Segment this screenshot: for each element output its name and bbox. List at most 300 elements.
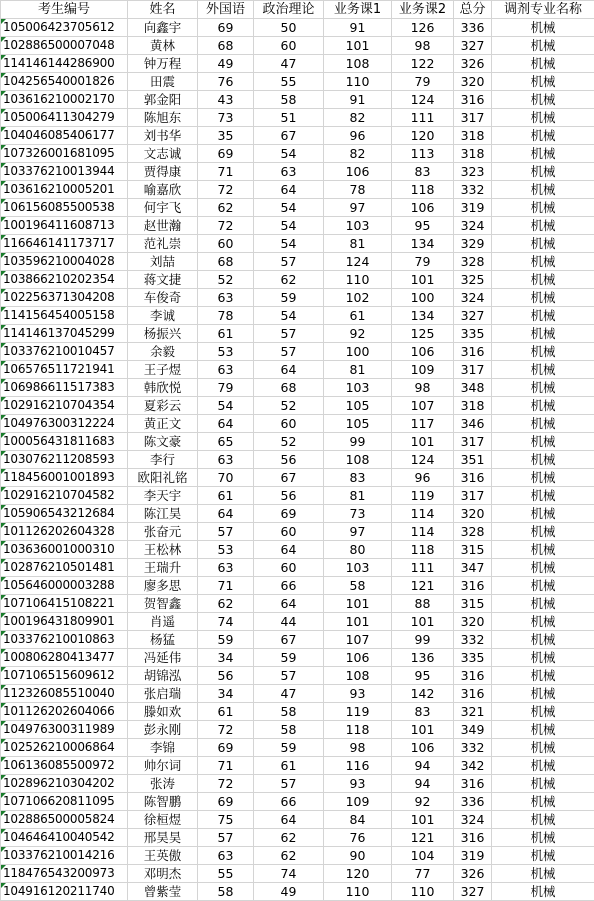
cell-candidate-id[interactable]: 104916120211740 [1, 883, 128, 901]
cell-total[interactable]: 327 [454, 37, 492, 55]
cell-subject-2[interactable]: 98 [392, 379, 454, 397]
cell-foreign-language[interactable]: 63 [198, 361, 254, 379]
cell-name[interactable]: 贺智鑫 [128, 595, 198, 613]
cell-transfer-major[interactable]: 机械 [492, 163, 594, 181]
cell-politics[interactable]: 54 [254, 217, 324, 235]
cell-subject-1[interactable]: 80 [324, 541, 392, 559]
cell-name[interactable]: 李锦 [128, 739, 198, 757]
cell-total[interactable]: 351 [454, 451, 492, 469]
cell-subject-1[interactable]: 101 [324, 613, 392, 631]
cell-politics[interactable]: 69 [254, 505, 324, 523]
cell-politics[interactable]: 62 [254, 271, 324, 289]
cell-subject-2[interactable]: 125 [392, 325, 454, 343]
cell-total[interactable]: 335 [454, 325, 492, 343]
cell-total[interactable]: 329 [454, 235, 492, 253]
cell-foreign-language[interactable]: 58 [198, 883, 254, 901]
cell-transfer-major[interactable]: 机械 [492, 37, 594, 55]
header-name[interactable]: 姓名 [128, 1, 198, 19]
cell-subject-1[interactable]: 81 [324, 235, 392, 253]
cell-total[interactable]: 320 [454, 73, 492, 91]
cell-subject-2[interactable]: 77 [392, 865, 454, 883]
cell-name[interactable]: 邢昊昊 [128, 829, 198, 847]
cell-total[interactable]: 346 [454, 415, 492, 433]
cell-foreign-language[interactable]: 56 [198, 667, 254, 685]
cell-name[interactable]: 李行 [128, 451, 198, 469]
cell-candidate-id[interactable]: 103596210004028 [1, 253, 128, 271]
cell-politics[interactable]: 47 [254, 685, 324, 703]
cell-candidate-id[interactable]: 100806280413477 [1, 649, 128, 667]
cell-transfer-major[interactable]: 机械 [492, 415, 594, 433]
cell-subject-2[interactable]: 95 [392, 217, 454, 235]
cell-name[interactable]: 文志诚 [128, 145, 198, 163]
cell-total[interactable]: 321 [454, 703, 492, 721]
cell-subject-1[interactable]: 110 [324, 271, 392, 289]
cell-politics[interactable]: 55 [254, 73, 324, 91]
cell-subject-1[interactable]: 100 [324, 343, 392, 361]
cell-candidate-id[interactable]: 107106620811095 [1, 793, 128, 811]
cell-name[interactable]: 徐桓煜 [128, 811, 198, 829]
cell-politics[interactable]: 52 [254, 433, 324, 451]
cell-politics[interactable]: 62 [254, 829, 324, 847]
cell-name[interactable]: 田震 [128, 73, 198, 91]
cell-name[interactable]: 赵世瀚 [128, 217, 198, 235]
cell-candidate-id[interactable]: 102896210304202 [1, 775, 128, 793]
cell-foreign-language[interactable]: 72 [198, 181, 254, 199]
cell-candidate-id[interactable]: 104976300312224 [1, 415, 128, 433]
cell-name[interactable]: 彭永刚 [128, 721, 198, 739]
cell-subject-1[interactable]: 61 [324, 307, 392, 325]
cell-candidate-id[interactable]: 102256371304208 [1, 289, 128, 307]
cell-subject-2[interactable]: 119 [392, 487, 454, 505]
cell-transfer-major[interactable]: 机械 [492, 433, 594, 451]
cell-transfer-major[interactable]: 机械 [492, 757, 594, 775]
cell-subject-2[interactable]: 118 [392, 541, 454, 559]
header-transfer-major[interactable]: 调剂专业名称 [492, 1, 594, 19]
cell-total[interactable]: 317 [454, 109, 492, 127]
cell-politics[interactable]: 59 [254, 739, 324, 757]
cell-politics[interactable]: 54 [254, 199, 324, 217]
cell-candidate-id[interactable]: 103076211208593 [1, 451, 128, 469]
cell-politics[interactable]: 57 [254, 253, 324, 271]
cell-total[interactable]: 320 [454, 613, 492, 631]
cell-transfer-major[interactable]: 机械 [492, 811, 594, 829]
cell-subject-2[interactable]: 79 [392, 73, 454, 91]
cell-subject-2[interactable]: 142 [392, 685, 454, 703]
cell-name[interactable]: 陈江昊 [128, 505, 198, 523]
cell-subject-2[interactable]: 121 [392, 829, 454, 847]
cell-candidate-id[interactable]: 107326001681095 [1, 145, 128, 163]
cell-transfer-major[interactable]: 机械 [492, 505, 594, 523]
cell-name[interactable]: 杨振兴 [128, 325, 198, 343]
cell-total[interactable]: 336 [454, 19, 492, 37]
cell-transfer-major[interactable]: 机械 [492, 127, 594, 145]
cell-transfer-major[interactable]: 机械 [492, 451, 594, 469]
cell-foreign-language[interactable]: 68 [198, 253, 254, 271]
cell-total[interactable]: 318 [454, 397, 492, 415]
cell-subject-2[interactable]: 120 [392, 127, 454, 145]
header-foreign-language[interactable]: 外国语 [198, 1, 254, 19]
cell-name[interactable]: 钟万程 [128, 55, 198, 73]
cell-subject-1[interactable]: 101 [324, 595, 392, 613]
cell-transfer-major[interactable]: 机械 [492, 847, 594, 865]
cell-subject-1[interactable]: 81 [324, 487, 392, 505]
cell-politics[interactable]: 57 [254, 775, 324, 793]
cell-total[interactable]: 328 [454, 523, 492, 541]
cell-transfer-major[interactable]: 机械 [492, 883, 594, 901]
cell-name[interactable]: 曾紫莹 [128, 883, 198, 901]
cell-subject-1[interactable]: 103 [324, 379, 392, 397]
cell-foreign-language[interactable]: 57 [198, 829, 254, 847]
cell-total[interactable]: 332 [454, 631, 492, 649]
cell-subject-1[interactable]: 108 [324, 667, 392, 685]
cell-candidate-id[interactable]: 102526210006864 [1, 739, 128, 757]
cell-transfer-major[interactable]: 机械 [492, 721, 594, 739]
cell-candidate-id[interactable]: 106136085500972 [1, 757, 128, 775]
cell-name[interactable]: 喻嘉欣 [128, 181, 198, 199]
cell-candidate-id[interactable]: 103616210002170 [1, 91, 128, 109]
cell-total[interactable]: 316 [454, 829, 492, 847]
cell-politics[interactable]: 62 [254, 847, 324, 865]
cell-politics[interactable]: 52 [254, 397, 324, 415]
cell-foreign-language[interactable]: 78 [198, 307, 254, 325]
cell-transfer-major[interactable]: 机械 [492, 541, 594, 559]
cell-foreign-language[interactable]: 49 [198, 55, 254, 73]
cell-subject-1[interactable]: 82 [324, 109, 392, 127]
cell-subject-2[interactable]: 111 [392, 109, 454, 127]
cell-total[interactable]: 335 [454, 649, 492, 667]
cell-total[interactable]: 316 [454, 577, 492, 595]
cell-candidate-id[interactable]: 105006423705612 [1, 19, 128, 37]
cell-candidate-id[interactable]: 103866210202354 [1, 271, 128, 289]
cell-foreign-language[interactable]: 60 [198, 235, 254, 253]
cell-foreign-language[interactable]: 55 [198, 865, 254, 883]
cell-candidate-id[interactable]: 102886500007048 [1, 37, 128, 55]
cell-subject-1[interactable]: 82 [324, 145, 392, 163]
cell-politics[interactable]: 64 [254, 181, 324, 199]
cell-politics[interactable]: 63 [254, 163, 324, 181]
cell-foreign-language[interactable]: 53 [198, 343, 254, 361]
cell-total[interactable]: 316 [454, 343, 492, 361]
cell-subject-2[interactable]: 101 [392, 811, 454, 829]
cell-candidate-id[interactable]: 100196431809901 [1, 613, 128, 631]
cell-candidate-id[interactable]: 104646410040542 [1, 829, 128, 847]
cell-total[interactable]: 325 [454, 271, 492, 289]
cell-name[interactable]: 张奋元 [128, 523, 198, 541]
cell-total[interactable]: 342 [454, 757, 492, 775]
cell-subject-2[interactable]: 101 [392, 613, 454, 631]
cell-transfer-major[interactable]: 机械 [492, 739, 594, 757]
cell-candidate-id[interactable]: 116646141173717 [1, 235, 128, 253]
cell-subject-2[interactable]: 121 [392, 577, 454, 595]
cell-transfer-major[interactable]: 机械 [492, 145, 594, 163]
cell-transfer-major[interactable]: 机械 [492, 487, 594, 505]
cell-politics[interactable]: 64 [254, 811, 324, 829]
cell-total[interactable]: 317 [454, 433, 492, 451]
cell-transfer-major[interactable]: 机械 [492, 469, 594, 487]
cell-subject-2[interactable]: 79 [392, 253, 454, 271]
cell-name[interactable]: 李天宇 [128, 487, 198, 505]
cell-foreign-language[interactable]: 63 [198, 289, 254, 307]
cell-foreign-language[interactable]: 69 [198, 145, 254, 163]
cell-subject-1[interactable]: 58 [324, 577, 392, 595]
cell-total[interactable]: 328 [454, 253, 492, 271]
cell-subject-1[interactable]: 101 [324, 37, 392, 55]
cell-name[interactable]: 刘喆 [128, 253, 198, 271]
cell-transfer-major[interactable]: 机械 [492, 649, 594, 667]
cell-foreign-language[interactable]: 34 [198, 685, 254, 703]
cell-transfer-major[interactable]: 机械 [492, 523, 594, 541]
cell-subject-1[interactable]: 107 [324, 631, 392, 649]
cell-transfer-major[interactable]: 机械 [492, 865, 594, 883]
cell-total[interactable]: 336 [454, 793, 492, 811]
cell-subject-1[interactable]: 102 [324, 289, 392, 307]
cell-candidate-id[interactable]: 107106415108221 [1, 595, 128, 613]
cell-name[interactable]: 冯延伟 [128, 649, 198, 667]
cell-name[interactable]: 王英傲 [128, 847, 198, 865]
cell-name[interactable]: 邓明杰 [128, 865, 198, 883]
cell-total[interactable]: 324 [454, 217, 492, 235]
cell-subject-2[interactable]: 109 [392, 361, 454, 379]
cell-politics[interactable]: 58 [254, 721, 324, 739]
cell-transfer-major[interactable]: 机械 [492, 361, 594, 379]
cell-subject-1[interactable]: 83 [324, 469, 392, 487]
cell-subject-2[interactable]: 136 [392, 649, 454, 667]
cell-subject-2[interactable]: 118 [392, 181, 454, 199]
header-politics[interactable]: 政治理论 [254, 1, 324, 19]
cell-candidate-id[interactable]: 103376210014216 [1, 847, 128, 865]
cell-politics[interactable]: 51 [254, 109, 324, 127]
cell-transfer-major[interactable]: 机械 [492, 235, 594, 253]
cell-subject-2[interactable]: 100 [392, 289, 454, 307]
cell-transfer-major[interactable]: 机械 [492, 55, 594, 73]
cell-transfer-major[interactable]: 机械 [492, 181, 594, 199]
cell-transfer-major[interactable]: 机械 [492, 199, 594, 217]
cell-foreign-language[interactable]: 65 [198, 433, 254, 451]
cell-total[interactable]: 316 [454, 775, 492, 793]
cell-foreign-language[interactable]: 35 [198, 127, 254, 145]
cell-name[interactable]: 王子煜 [128, 361, 198, 379]
cell-subject-1[interactable]: 93 [324, 775, 392, 793]
cell-total[interactable]: 315 [454, 541, 492, 559]
cell-subject-2[interactable]: 106 [392, 343, 454, 361]
cell-subject-2[interactable]: 98 [392, 37, 454, 55]
cell-total[interactable]: 324 [454, 289, 492, 307]
cell-politics[interactable]: 67 [254, 127, 324, 145]
cell-candidate-id[interactable]: 101126202604066 [1, 703, 128, 721]
header-candidate-id[interactable]: 考生编号 [1, 1, 128, 19]
cell-subject-2[interactable]: 126 [392, 19, 454, 37]
cell-politics[interactable]: 60 [254, 523, 324, 541]
cell-total[interactable]: 326 [454, 865, 492, 883]
cell-candidate-id[interactable]: 118476543200973 [1, 865, 128, 883]
cell-transfer-major[interactable]: 机械 [492, 271, 594, 289]
cell-candidate-id[interactable]: 105646000003288 [1, 577, 128, 595]
cell-foreign-language[interactable]: 34 [198, 649, 254, 667]
cell-name[interactable]: 何宇飞 [128, 199, 198, 217]
cell-total[interactable]: 324 [454, 811, 492, 829]
cell-subject-1[interactable]: 105 [324, 397, 392, 415]
cell-subject-2[interactable]: 99 [392, 631, 454, 649]
cell-subject-1[interactable]: 124 [324, 253, 392, 271]
cell-name[interactable]: 贾得康 [128, 163, 198, 181]
cell-candidate-id[interactable]: 103636001000310 [1, 541, 128, 559]
cell-politics[interactable]: 50 [254, 19, 324, 37]
cell-subject-1[interactable]: 108 [324, 55, 392, 73]
header-subject-2[interactable]: 业务课2 [392, 1, 454, 19]
cell-subject-1[interactable]: 109 [324, 793, 392, 811]
cell-transfer-major[interactable]: 机械 [492, 577, 594, 595]
cell-candidate-id[interactable]: 100056431811683 [1, 433, 128, 451]
cell-transfer-major[interactable]: 机械 [492, 595, 594, 613]
cell-subject-1[interactable]: 76 [324, 829, 392, 847]
cell-politics[interactable]: 49 [254, 883, 324, 901]
cell-subject-2[interactable]: 104 [392, 847, 454, 865]
cell-subject-2[interactable]: 113 [392, 145, 454, 163]
cell-transfer-major[interactable]: 机械 [492, 829, 594, 847]
cell-politics[interactable]: 57 [254, 667, 324, 685]
cell-transfer-major[interactable]: 机械 [492, 685, 594, 703]
cell-name[interactable]: 张涛 [128, 775, 198, 793]
cell-candidate-id[interactable]: 106156085500538 [1, 199, 128, 217]
cell-subject-1[interactable]: 78 [324, 181, 392, 199]
cell-total[interactable]: 327 [454, 883, 492, 901]
cell-candidate-id[interactable]: 100196411608713 [1, 217, 128, 235]
cell-foreign-language[interactable]: 53 [198, 541, 254, 559]
cell-foreign-language[interactable]: 74 [198, 613, 254, 631]
cell-politics[interactable]: 74 [254, 865, 324, 883]
cell-politics[interactable]: 56 [254, 451, 324, 469]
cell-subject-2[interactable]: 96 [392, 469, 454, 487]
cell-transfer-major[interactable]: 机械 [492, 289, 594, 307]
cell-total[interactable]: 320 [454, 505, 492, 523]
cell-candidate-id[interactable]: 104256540001826 [1, 73, 128, 91]
cell-subject-1[interactable]: 108 [324, 451, 392, 469]
cell-foreign-language[interactable]: 59 [198, 631, 254, 649]
cell-transfer-major[interactable]: 机械 [492, 775, 594, 793]
cell-subject-1[interactable]: 99 [324, 433, 392, 451]
cell-candidate-id[interactable]: 103376210010863 [1, 631, 128, 649]
cell-candidate-id[interactable]: 104046085406177 [1, 127, 128, 145]
cell-subject-1[interactable]: 92 [324, 325, 392, 343]
cell-subject-2[interactable]: 94 [392, 757, 454, 775]
header-subject-1[interactable]: 业务课1 [324, 1, 392, 19]
cell-transfer-major[interactable]: 机械 [492, 307, 594, 325]
cell-subject-1[interactable]: 84 [324, 811, 392, 829]
cell-total[interactable]: 315 [454, 595, 492, 613]
cell-transfer-major[interactable]: 机械 [492, 253, 594, 271]
cell-subject-2[interactable]: 106 [392, 199, 454, 217]
cell-politics[interactable]: 64 [254, 361, 324, 379]
cell-total[interactable]: 319 [454, 847, 492, 865]
cell-foreign-language[interactable]: 63 [198, 847, 254, 865]
cell-name[interactable]: 陈智鹏 [128, 793, 198, 811]
cell-candidate-id[interactable]: 102916210704582 [1, 487, 128, 505]
cell-foreign-language[interactable]: 76 [198, 73, 254, 91]
cell-candidate-id[interactable]: 114156454005158 [1, 307, 128, 325]
cell-name[interactable]: 肖遥 [128, 613, 198, 631]
cell-subject-1[interactable]: 91 [324, 91, 392, 109]
cell-name[interactable]: 张启瑞 [128, 685, 198, 703]
cell-subject-1[interactable]: 110 [324, 73, 392, 91]
cell-subject-1[interactable]: 118 [324, 721, 392, 739]
cell-politics[interactable]: 56 [254, 487, 324, 505]
cell-foreign-language[interactable]: 61 [198, 703, 254, 721]
cell-politics[interactable]: 44 [254, 613, 324, 631]
cell-transfer-major[interactable]: 机械 [492, 217, 594, 235]
cell-foreign-language[interactable]: 62 [198, 199, 254, 217]
cell-candidate-id[interactable]: 105906543212684 [1, 505, 128, 523]
cell-candidate-id[interactable]: 101126202604328 [1, 523, 128, 541]
cell-total[interactable]: 332 [454, 739, 492, 757]
cell-total[interactable]: 332 [454, 181, 492, 199]
cell-candidate-id[interactable]: 112326085510040 [1, 685, 128, 703]
cell-foreign-language[interactable]: 52 [198, 271, 254, 289]
cell-name[interactable]: 郭金阳 [128, 91, 198, 109]
cell-subject-2[interactable]: 101 [392, 271, 454, 289]
cell-name[interactable]: 陈旭东 [128, 109, 198, 127]
cell-name[interactable]: 黄正文 [128, 415, 198, 433]
cell-transfer-major[interactable]: 机械 [492, 379, 594, 397]
cell-foreign-language[interactable]: 69 [198, 19, 254, 37]
cell-subject-1[interactable]: 90 [324, 847, 392, 865]
cell-subject-1[interactable]: 120 [324, 865, 392, 883]
cell-transfer-major[interactable]: 机械 [492, 91, 594, 109]
cell-name[interactable]: 欧阳礼铭 [128, 469, 198, 487]
cell-subject-1[interactable]: 116 [324, 757, 392, 775]
cell-transfer-major[interactable]: 机械 [492, 559, 594, 577]
cell-politics[interactable]: 61 [254, 757, 324, 775]
cell-foreign-language[interactable]: 75 [198, 811, 254, 829]
cell-foreign-language[interactable]: 43 [198, 91, 254, 109]
cell-subject-2[interactable]: 94 [392, 775, 454, 793]
cell-total[interactable]: 349 [454, 721, 492, 739]
cell-candidate-id[interactable]: 102916210704354 [1, 397, 128, 415]
cell-name[interactable]: 韩欣悦 [128, 379, 198, 397]
cell-subject-2[interactable]: 124 [392, 91, 454, 109]
cell-politics[interactable]: 64 [254, 541, 324, 559]
cell-foreign-language[interactable]: 69 [198, 793, 254, 811]
cell-subject-1[interactable]: 93 [324, 685, 392, 703]
cell-total[interactable]: 347 [454, 559, 492, 577]
cell-politics[interactable]: 57 [254, 343, 324, 361]
cell-name[interactable]: 滕如欢 [128, 703, 198, 721]
cell-politics[interactable]: 57 [254, 325, 324, 343]
cell-foreign-language[interactable]: 64 [198, 415, 254, 433]
cell-subject-2[interactable]: 111 [392, 559, 454, 577]
cell-foreign-language[interactable]: 71 [198, 757, 254, 775]
cell-foreign-language[interactable]: 68 [198, 37, 254, 55]
cell-subject-1[interactable]: 110 [324, 883, 392, 901]
cell-politics[interactable]: 54 [254, 145, 324, 163]
cell-subject-2[interactable]: 110 [392, 883, 454, 901]
cell-subject-2[interactable]: 92 [392, 793, 454, 811]
cell-candidate-id[interactable]: 102886500005824 [1, 811, 128, 829]
cell-subject-2[interactable]: 124 [392, 451, 454, 469]
cell-name[interactable]: 黄林 [128, 37, 198, 55]
cell-name[interactable]: 夏彩云 [128, 397, 198, 415]
cell-politics[interactable]: 60 [254, 559, 324, 577]
cell-candidate-id[interactable]: 106986611517383 [1, 379, 128, 397]
cell-transfer-major[interactable]: 机械 [492, 703, 594, 721]
cell-total[interactable]: 326 [454, 55, 492, 73]
cell-name[interactable]: 余毅 [128, 343, 198, 361]
cell-foreign-language[interactable]: 79 [198, 379, 254, 397]
cell-total[interactable]: 323 [454, 163, 492, 181]
cell-subject-1[interactable]: 91 [324, 19, 392, 37]
cell-foreign-language[interactable]: 73 [198, 109, 254, 127]
cell-subject-1[interactable]: 97 [324, 199, 392, 217]
cell-transfer-major[interactable]: 机械 [492, 109, 594, 127]
